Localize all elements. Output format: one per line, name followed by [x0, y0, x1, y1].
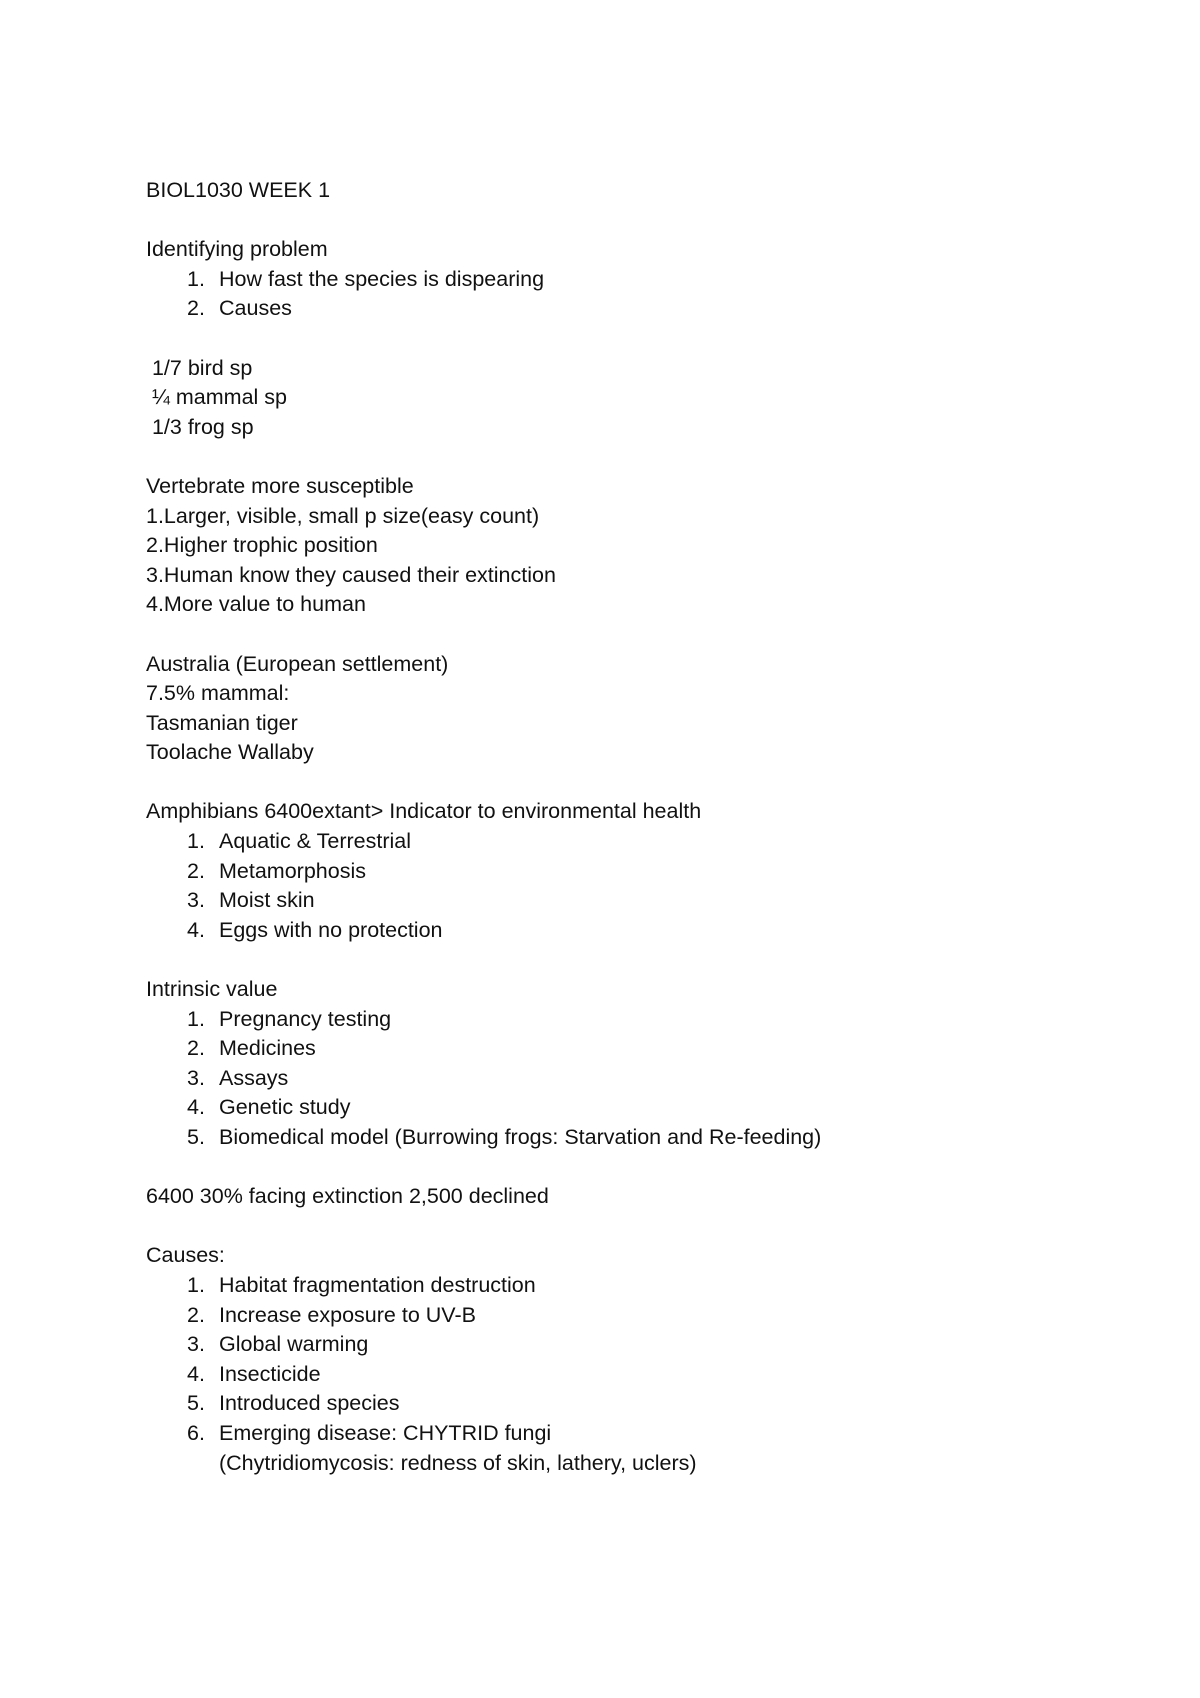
- list-item-text: Metamorphosis: [219, 858, 366, 883]
- list-item: [146, 1093, 1106, 1123]
- spacer: [146, 206, 1106, 236]
- list-marker: 1.: [187, 1006, 205, 1031]
- list-item-text: Medicines: [219, 1036, 316, 1061]
- list-item-text: Pregnancy testing: [219, 1006, 392, 1031]
- list-item: [146, 1419, 1106, 1449]
- list-item: [146, 265, 1106, 295]
- list-item: [146, 1301, 1106, 1331]
- statistic-line: 6400 30% facing extinction 2,500 declined: [146, 1184, 549, 1209]
- list-item-text: Moist skin: [219, 888, 315, 913]
- vertebrate-item: 3.Human know they caused their extinction: [146, 562, 556, 587]
- list-marker: 2.: [187, 1036, 205, 1061]
- spacer: [146, 620, 1106, 650]
- list-item: [146, 886, 1106, 916]
- australia-line: Tasmanian tiger: [146, 710, 298, 735]
- fraction-line: ¼ mammal sp: [146, 385, 287, 410]
- list-item-text: Increase exposure to UV-B: [219, 1302, 476, 1327]
- list-item: [146, 827, 1106, 857]
- intrinsic-heading: Intrinsic value: [146, 977, 278, 1002]
- list-item-text: Insecticide: [219, 1361, 321, 1386]
- list-item: [146, 857, 1106, 887]
- list-marker: 4.: [187, 1361, 205, 1386]
- list-item-text: Genetic study: [219, 1095, 351, 1120]
- list-item: [146, 916, 1106, 946]
- list-marker: 5.: [187, 1125, 205, 1149]
- spacer: [146, 945, 1106, 975]
- list-item-text: How fast the species is dispearing: [219, 266, 545, 291]
- vertebrate-item: 4.More value to human: [146, 592, 366, 617]
- list-marker: 1.: [187, 829, 205, 854]
- spacer: [146, 442, 1106, 472]
- spacer: [146, 324, 1106, 354]
- list-item-text: Emerging disease: CHYTRID fungi: [219, 1420, 552, 1445]
- list-item-text: Introduced species: [219, 1391, 400, 1416]
- list-item: [146, 1005, 1106, 1035]
- list-item: [146, 294, 1106, 324]
- list-item: [146, 1271, 1106, 1301]
- list-item: [146, 1064, 1106, 1094]
- list-marker: 3.: [187, 1065, 205, 1090]
- list-marker: 1.: [187, 266, 205, 291]
- fraction-line: 1/3 frog sp: [146, 414, 254, 439]
- vertebrate-item: 2.Higher trophic position: [146, 533, 378, 558]
- list-item-text: Causes: [219, 296, 292, 321]
- document-title: BIOL1030 WEEK 1: [146, 178, 331, 202]
- list-marker: 1.: [187, 1272, 205, 1297]
- list-marker: 4.: [187, 1095, 205, 1120]
- list-marker: 2.: [187, 858, 205, 883]
- list-item: [146, 1123, 1106, 1153]
- identifying-heading: Identifying problem: [146, 237, 328, 262]
- vertebrate-heading: Vertebrate more susceptible: [146, 473, 414, 498]
- list-item: [146, 1330, 1106, 1360]
- australia-line: Toolache Wallaby: [146, 740, 314, 765]
- list-marker: 4.: [187, 917, 205, 942]
- list-marker: 2.: [187, 1302, 205, 1327]
- list-marker: 3.: [187, 888, 205, 913]
- list-item-text: Habitat fragmentation destruction: [219, 1272, 536, 1297]
- list-item-text: Biomedical model (Burrowing frogs: Starvation and Re-feeding): [219, 1125, 822, 1149]
- list-item: [146, 1034, 1106, 1064]
- list-marker: 2.: [187, 296, 205, 321]
- spacer: [146, 1153, 1106, 1183]
- list-item-text: Assays: [219, 1065, 289, 1090]
- list-item-text: Aquatic & Terrestrial: [219, 829, 411, 854]
- list-marker: 5.: [187, 1391, 205, 1416]
- list-item: [146, 1360, 1106, 1390]
- amphibians-heading: Amphibians 6400extant> Indicator to environmental health: [146, 799, 702, 824]
- list-item-text: Eggs with no protection: [219, 917, 443, 942]
- causes-heading: Causes:: [146, 1243, 225, 1268]
- list-marker: 3.: [187, 1332, 205, 1357]
- spacer: [146, 768, 1106, 798]
- australia-line: 7.5% mammal:: [146, 681, 290, 706]
- list-item-continuation: (Chytridiomycosis: redness of skin, lathery, uclers): [219, 1450, 697, 1475]
- fraction-line: 1/7 bird sp: [146, 355, 253, 380]
- australia-line: Australia (European settlement): [146, 651, 449, 676]
- list-marker: 6.: [187, 1420, 205, 1445]
- vertebrate-item: 1.Larger, visible, small p size(easy count): [146, 503, 540, 528]
- list-item-text: Global warming: [219, 1332, 369, 1357]
- document-body: [146, 176, 1106, 1478]
- spacer: [146, 1212, 1106, 1242]
- list-item: [146, 1389, 1106, 1419]
